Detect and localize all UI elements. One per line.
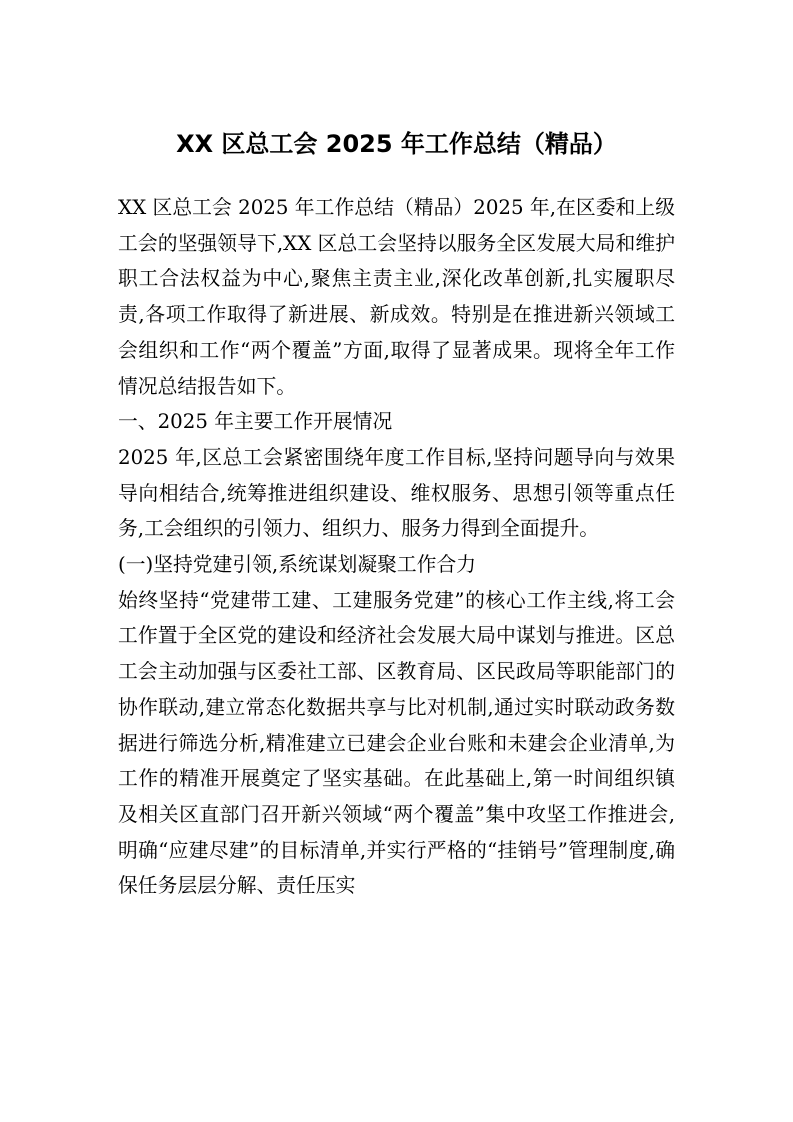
- intro-paragraph: XX 区总工会 2025 年工作总结（精品）2025 年,在区委和上级工会的坚强领导下,XX 区总工会坚持以服务全区发展大局和维护职工合法权益为中心,聚焦主责主业,深化改革创新,扎实履职尽责,各项工作取得了新进展、新成效。特别是在推进新兴领域工会组织和工作“两个覆盖”方面,取得了显著成果。现将全年工作情况总结报告如下。: [118, 196, 675, 398]
- subsection-1-paragraph: 始终坚持“党建带工建、工建服务党建”的核心工作主线,将工会工作置于全区党的建设和经济社会发展大局中谋划与推进。区总工会主动加强与区委社工部、区教育局、区民政局等职能部门的协作联动,建立常态化数据共享与比对机制,通过实时联动政务数据进行筛选分析,精准建立已建会企业台账和未建会企业清单,为工作的精准开展奠定了坚实基础。在此基础上,第一时间组织镇及相关区直部门召开新兴领域“两个覆盖”集中攻坚工作推进会,明确“应建尽建”的目标清单,并实行严格的“挂销号”管理制度,确保任务层层分解、责任压实: [118, 588, 675, 898]
- document-title: XX 区总工会 2025 年工作总结（精品）: [176, 130, 617, 158]
- subsection-heading-1: (一)坚持党建引领,系统谋划凝聚工作合力: [118, 553, 477, 577]
- section-1-paragraph: 2025 年,区总工会紧密围绕年度工作目标,坚持问题导向与效果导向相结合,统筹推进组织建设、维权服务、思想引领等重点任务,工会组织的引领力、组织力、服务力得到全面提升。: [118, 445, 675, 541]
- section-heading-1: 一、2025 年主要工作开展情况: [118, 410, 393, 434]
- document-body: [118, 190, 675, 904]
